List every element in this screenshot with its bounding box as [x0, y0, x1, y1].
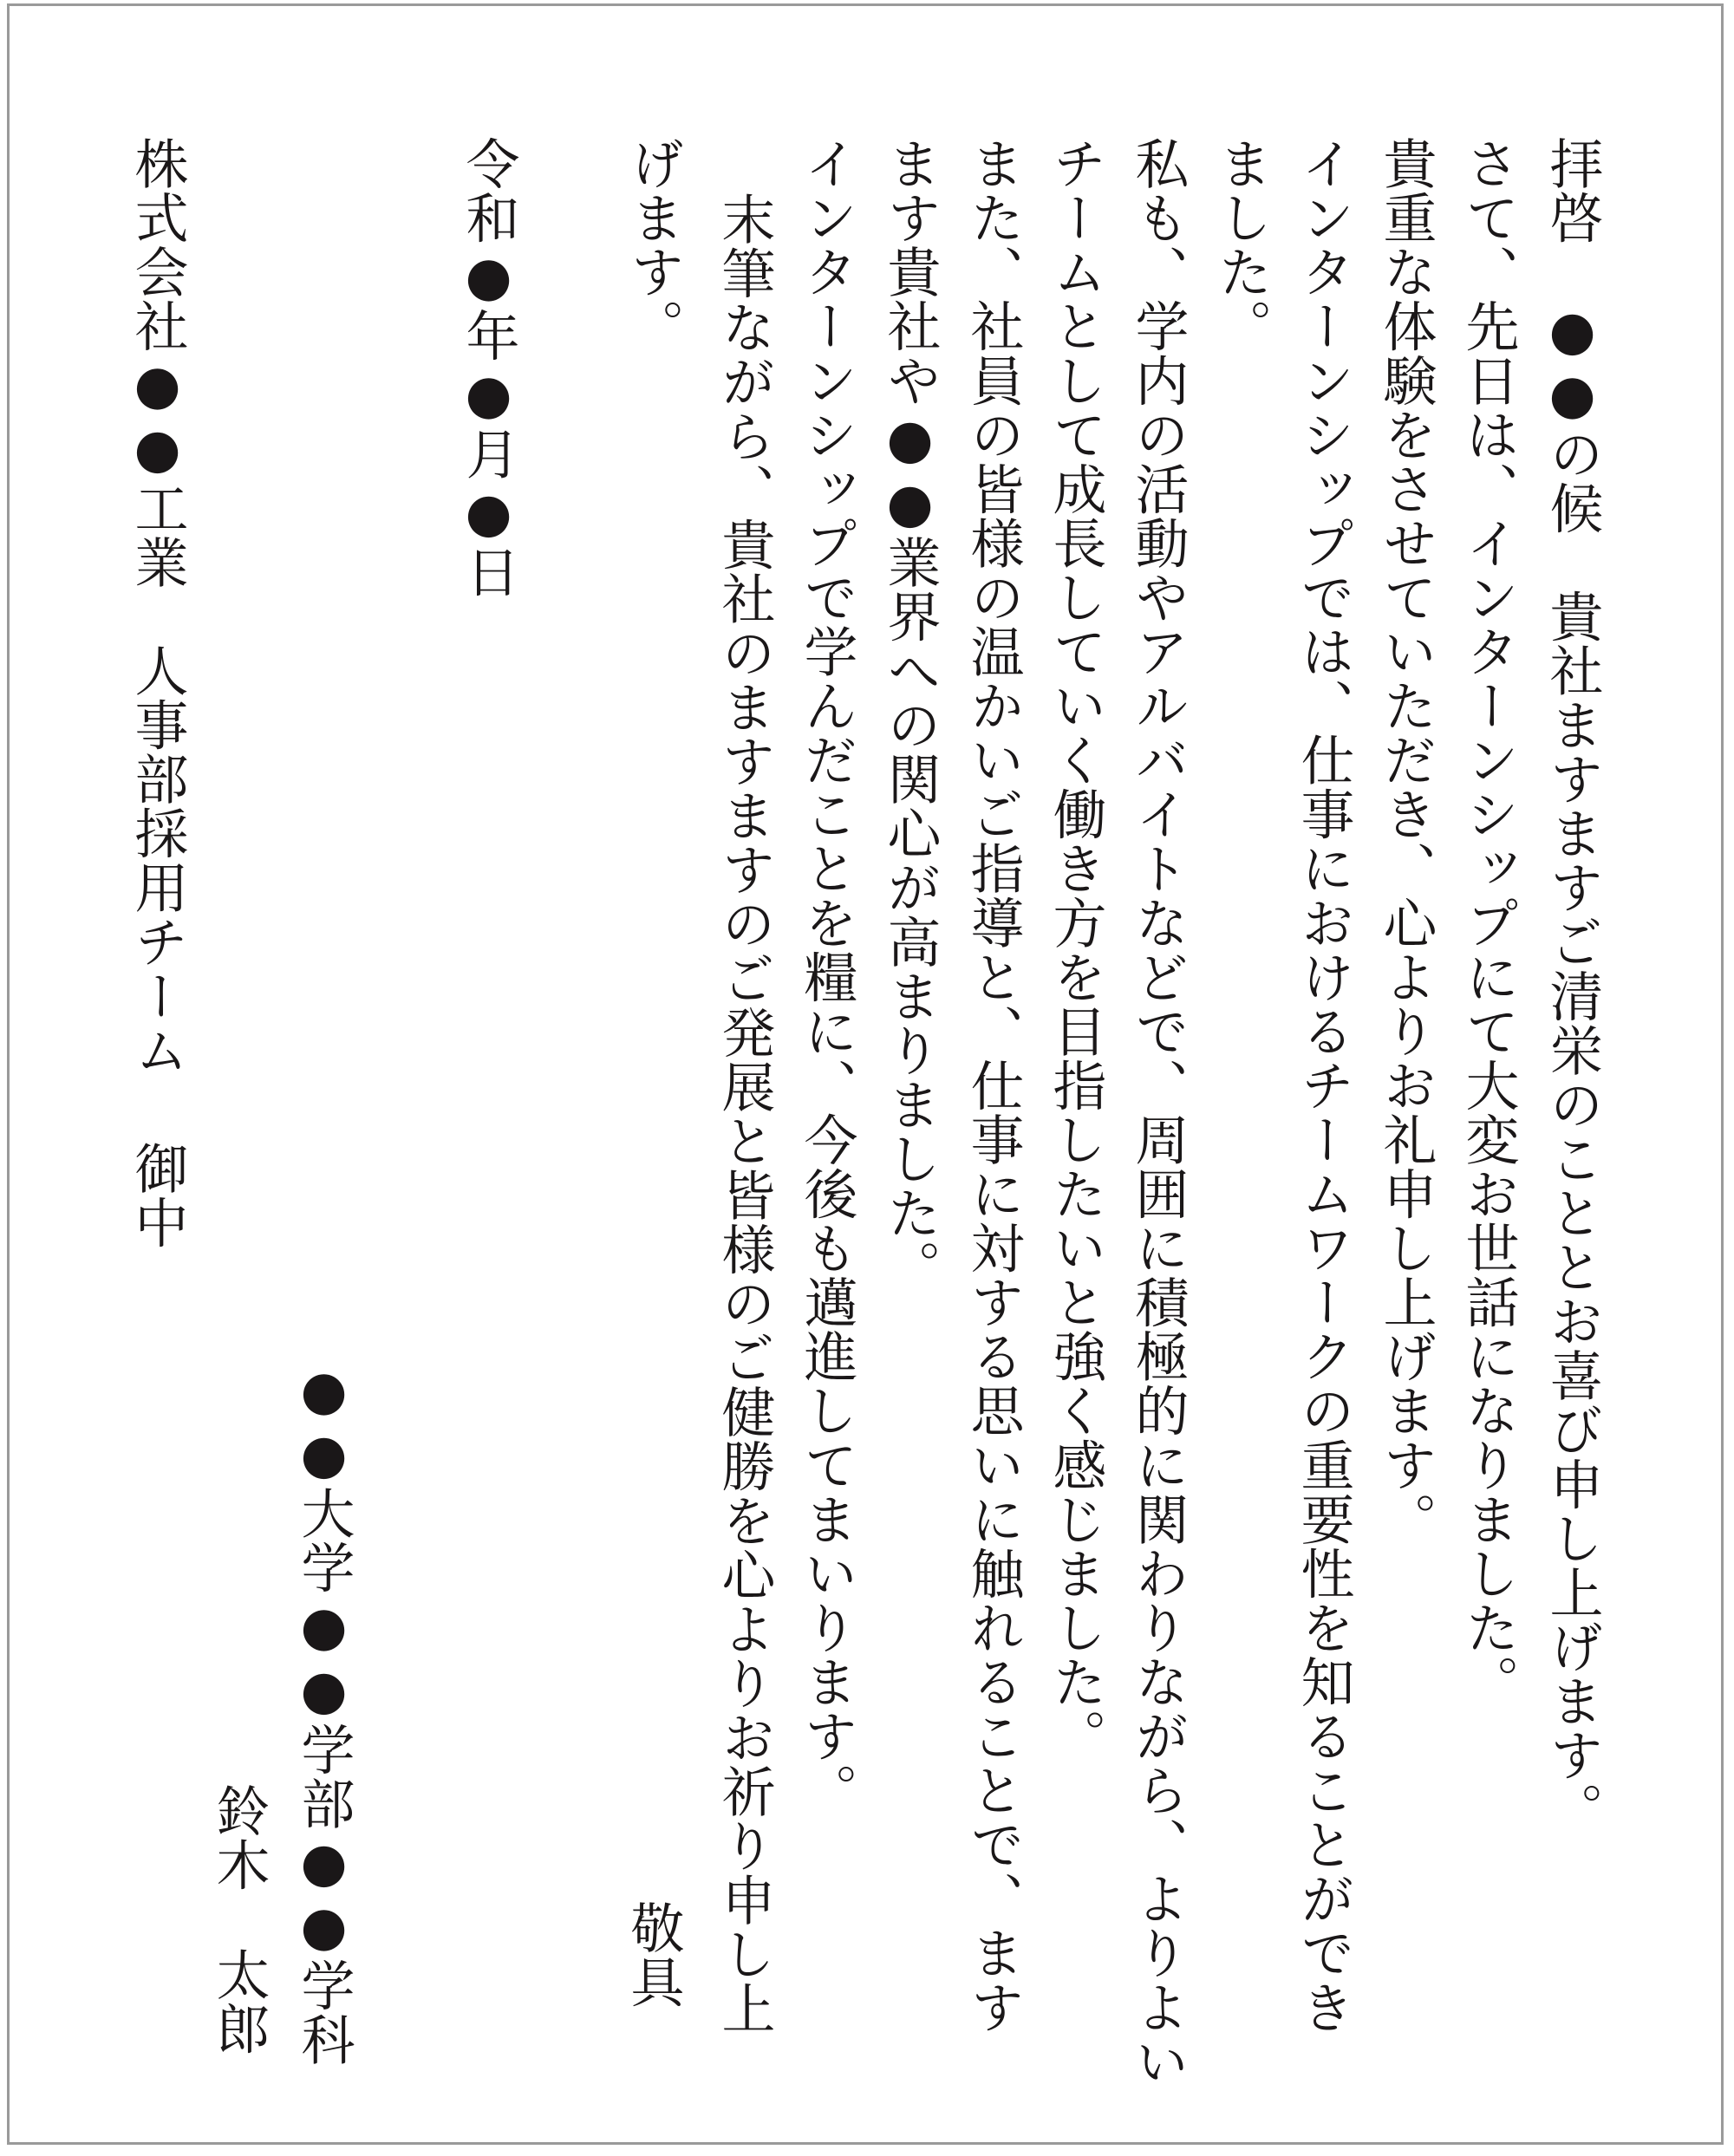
body-line: さて、先日は、インターンシップにて大変お世話になりました。	[1457, 136, 1520, 1709]
body-line: げます。	[622, 136, 685, 354]
body-line: インターンシップで学んだことを糧に、今後も邁進してまいります。	[795, 136, 858, 1818]
closing-keigu: 敬具	[622, 1900, 685, 2009]
sender-family-name: 鈴木	[207, 1783, 271, 1892]
sender-given-name: 太郎	[207, 1947, 271, 2056]
body-line-closing-sentence: 末筆ながら、貴社のますますのご発展と皆様のご健勝を心よりお祈り申し上	[713, 192, 776, 2035]
body-line: また、社員の皆様の温かいご指導と、仕事に対する思いに触れることで、ます	[962, 136, 1025, 2035]
sender-affiliation: ●●大学●●学部●●学科	[292, 1358, 355, 2067]
body-line: ます貴社や●●業界への関心が高まりました。	[878, 136, 942, 1294]
body-line: ました。	[1209, 136, 1273, 354]
body-line: 私も、学内の活動やアルバイトなどで、周囲に積極的に関わりながら、よりよい	[1126, 136, 1190, 2088]
body-line: インターンシップでは、仕事におけるチームワークの重要性を知ることができ	[1292, 136, 1355, 2035]
body-line-greeting: 拝啓 ●●の候 貴社ますますご清栄のこととお喜び申し上げます。	[1541, 136, 1604, 1837]
letter-page	[7, 3, 1724, 2145]
body-line: チームとして成長していく働き方を目指したいと強く感じました。	[1044, 136, 1107, 1763]
recipient-name: 株式会社●●工業 人事部採用チーム 御中	[126, 136, 189, 1249]
letter-date: 令和●年●月●日	[457, 136, 520, 599]
sender-name	[207, 1783, 271, 2056]
body-line: 貴重な体験をさせていただき、心よりお礼申し上げます。	[1374, 136, 1437, 1547]
